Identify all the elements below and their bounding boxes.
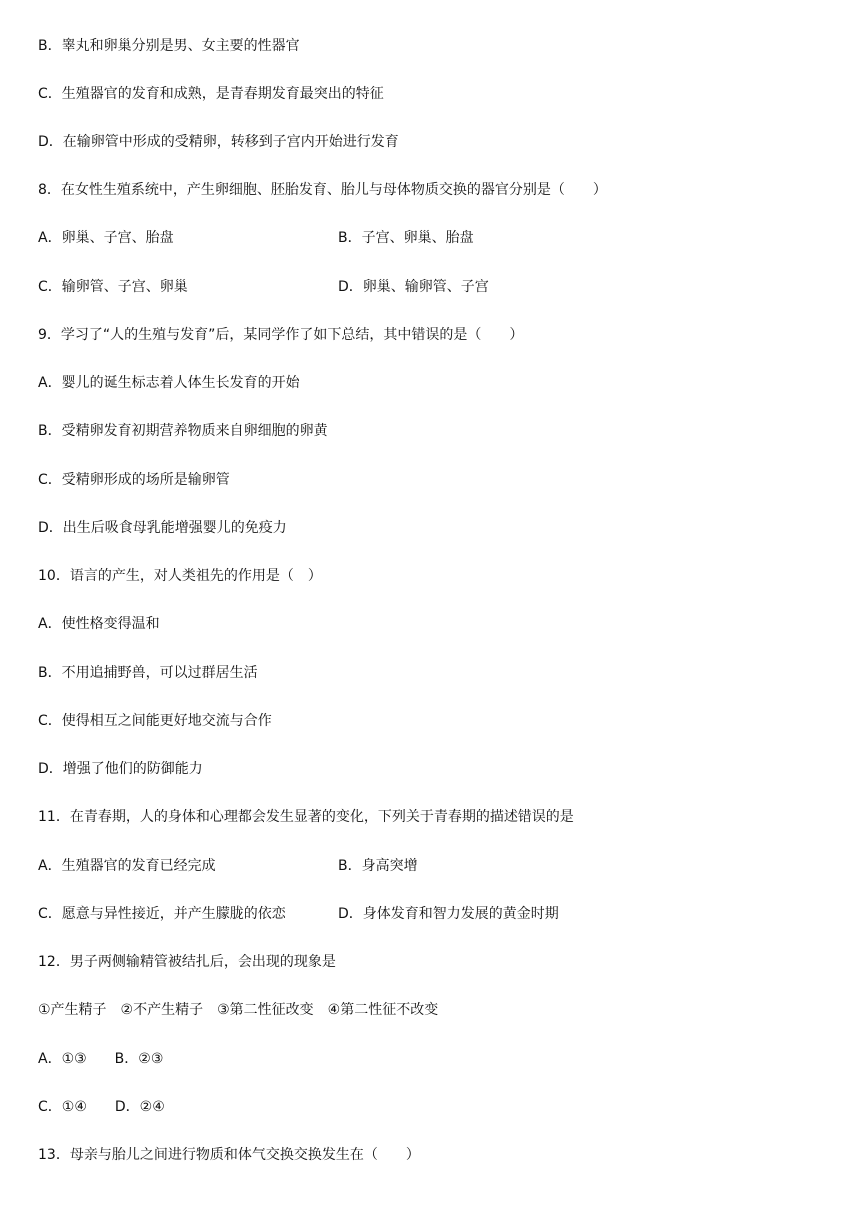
q8-option-c: C．输卵管、子宫、卵巢 — [38, 279, 188, 295]
q9-option-c: C．受精卵形成的场所是输卵管 — [38, 472, 230, 488]
q8-option-d: D．卵巢、输卵管、子宫 — [338, 279, 489, 295]
q11-stem: 11．在青春期，人的身体和心理都会发生显著的变化，下列关于青春期的描述错误的是 — [38, 809, 574, 825]
q9-option-a: A．婴儿的诞生标志着人体生长发育的开始 — [38, 375, 300, 391]
q11-option-d: D．身体发育和智力发展的黄金时期 — [338, 906, 559, 922]
q10-stem: 10．语言的产生，对人类祖先的作用是（ ） — [38, 568, 322, 584]
q7-option-d: D．在输卵管中形成的受精卵，转移到子宫内开始进行发育 — [38, 134, 399, 150]
q12-options-ab: A．①③ B．②③ — [38, 1051, 164, 1067]
q13-stem: 13．母亲与胎儿之间进行物质和体气交换交换发生在（ ） — [38, 1147, 420, 1163]
q10-option-c: C．使得相互之间能更好地交流与合作 — [38, 713, 272, 729]
q12-stem: 12．男子两侧输精管被结扎后，会出现的现象是 — [38, 954, 336, 970]
q9-stem: 9．学习了“人的生殖与发育”后，某同学作了如下总结，其中错误的是（ ） — [38, 327, 524, 343]
q11-option-c: C．愿意与异性接近，并产生朦胧的依恋 — [38, 906, 286, 922]
q7-option-c: C．生殖器官的发育和成熟，是青春期发育最突出的特征 — [38, 86, 384, 102]
q12-statements: ①产生精子 ②不产生精子 ③第二性征改变 ④第二性征不改变 — [38, 1002, 439, 1018]
q11-option-b: B．身高突增 — [338, 858, 418, 874]
q8-option-a: A．卵巢、子宫、胎盘 — [38, 230, 174, 246]
q7-option-b: B．睾丸和卵巢分别是男、女主要的性器官 — [38, 38, 300, 54]
q12-options-cd: C．①④ D．②④ — [38, 1099, 165, 1115]
q8-option-b: B．子宫、卵巢、胎盘 — [338, 230, 474, 246]
q9-option-b: B．受精卵发育初期营养物质来自卵细胞的卵黄 — [38, 423, 328, 439]
q11-option-a: A．生殖器官的发育已经完成 — [38, 858, 216, 874]
q10-option-a: A．使性格变得温和 — [38, 616, 160, 632]
q9-option-d: D．出生后吸食母乳能增强婴儿的免疫力 — [38, 520, 287, 536]
q10-option-d: D．增强了他们的防御能力 — [38, 761, 203, 777]
q10-option-b: B．不用追捕野兽，可以过群居生活 — [38, 665, 258, 681]
q8-stem: 8．在女性生殖系统中，产生卵细胞、胚胎发育、胎儿与母体物质交换的器官分别是（ ） — [38, 182, 607, 198]
